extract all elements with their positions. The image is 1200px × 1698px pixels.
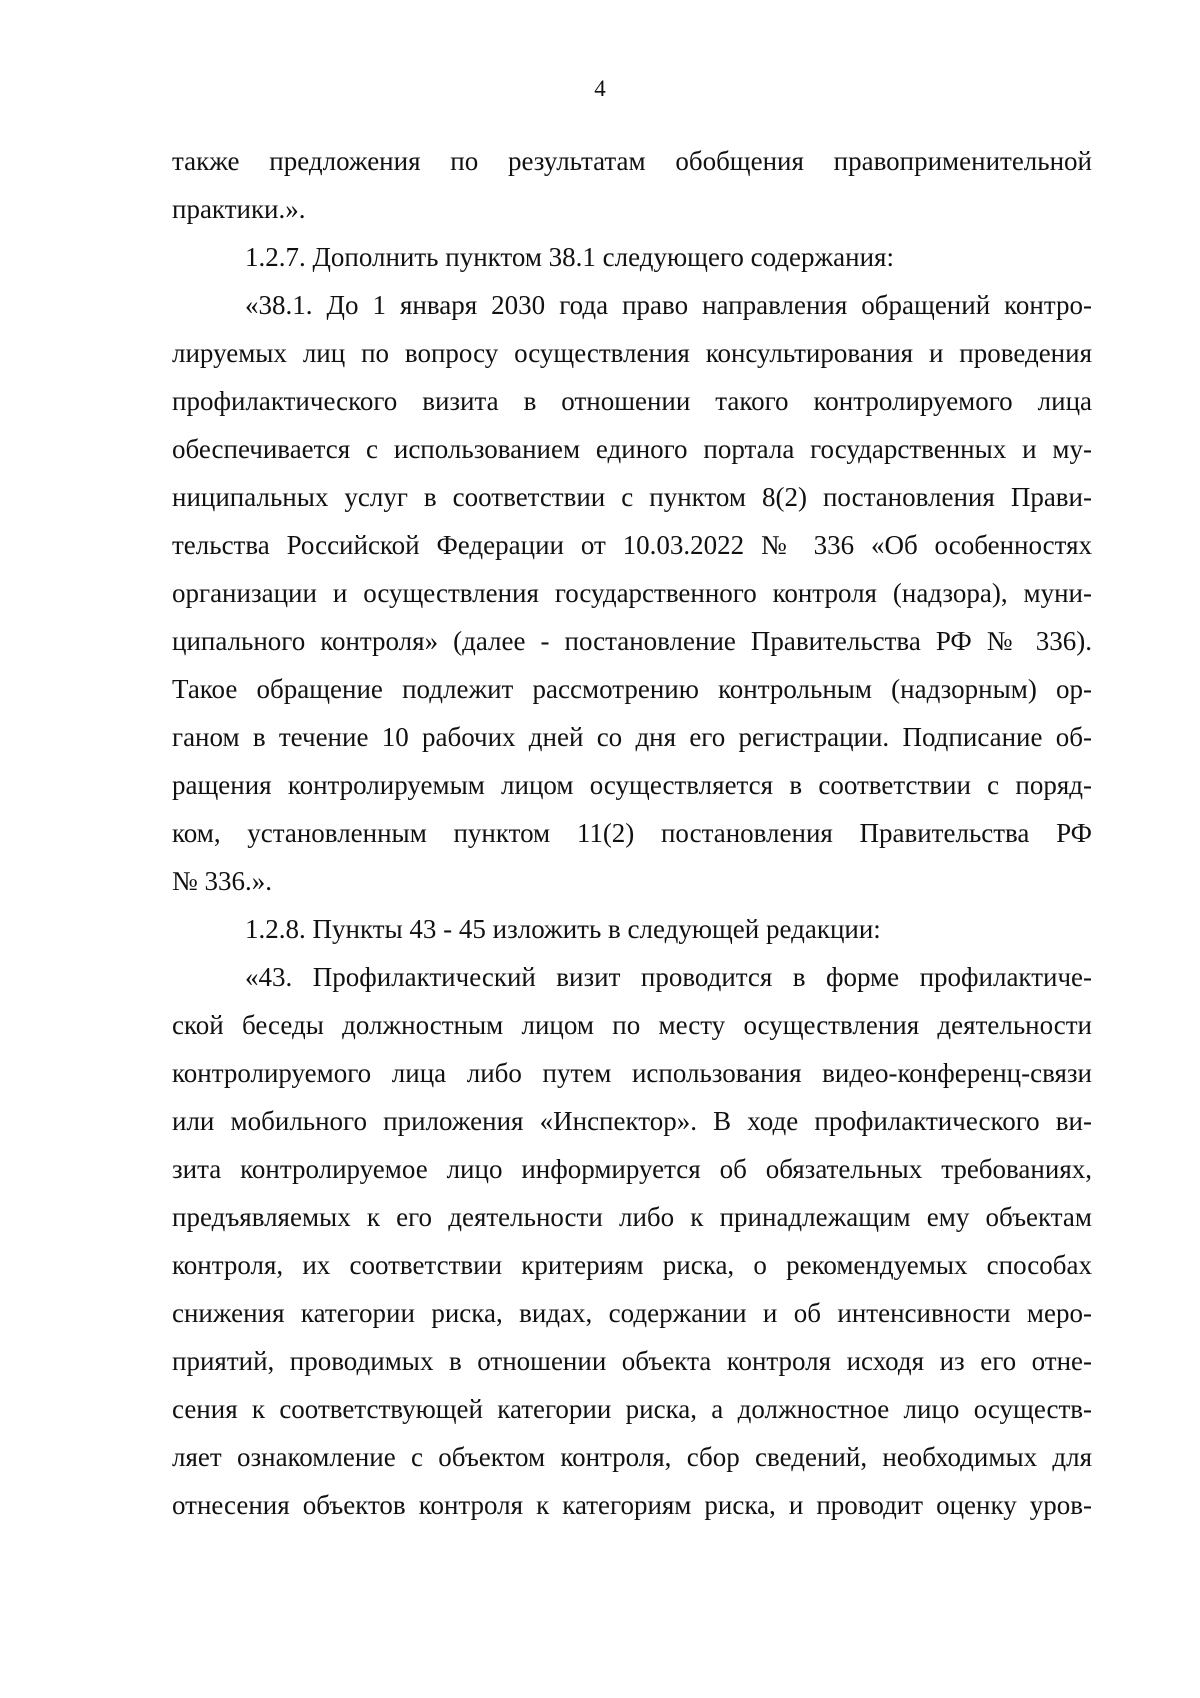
- text-line: «38.1. До 1 января 2030 года право направления обращений контро-: [245, 290, 1092, 320]
- text-line: отнесения объектов контроля к категориям риска, и проводит оценку уров-: [172, 1490, 1092, 1520]
- text-line: 1.2.7. Дополнить пунктом 38.1 следующего содержания:: [245, 242, 894, 272]
- text-line: ком, установленным пунктом 11(2) постановления Правительства РФ: [172, 818, 1092, 848]
- text-line: ской беседы должностным лицом по месту осуществления деятельности: [172, 1010, 1092, 1040]
- text-line: контролируемого лица либо путем использования видео-конференц-связи: [172, 1058, 1092, 1088]
- page-number: 4: [594, 76, 606, 101]
- text-line: лируемых лиц по вопросу осуществления консультирования и проведения: [172, 338, 1092, 368]
- text-line: организации и осуществления государственного контроля (надзора), муни-: [172, 578, 1092, 608]
- text-line: зита контролируемое лицо информируется об обязательных требованиях,: [172, 1154, 1092, 1184]
- text-line: № 336.».: [172, 866, 273, 896]
- document-body: [172, 137, 1092, 1529]
- text-line: также предложения по результатам обобщения правоприменительной: [172, 146, 1092, 176]
- text-line: 1.2.8. Пункты 43 - 45 изложить в следующей редакции:: [245, 914, 881, 944]
- text-line: сения к соответствующей категории риска, а должностное лицо осуществ-: [172, 1394, 1092, 1424]
- text-line: практики.».: [172, 194, 306, 224]
- text-line: ципального контроля» (далее - постановление Правительства РФ № 336).: [172, 626, 1092, 656]
- text-line: ганом в течение 10 рабочих дней со дня его регистрации. Подписание об-: [172, 722, 1092, 752]
- text-line: ращения контролируемым лицом осуществляется в соответствии с поряд-: [172, 770, 1092, 800]
- text-line: профилактического визита в отношении такого контролируемого лица: [172, 386, 1092, 416]
- text-line: приятий, проводимых в отношении объекта контроля исходя из его отне-: [172, 1346, 1092, 1376]
- text-line: «43. Профилактический визит проводится в форме профилактиче-: [245, 962, 1092, 992]
- text-line: ниципальных услуг в соответствии с пунктом 8(2) постановления Прави-: [172, 482, 1092, 512]
- text-line: контроля, их соответствии критериям риска, о рекомендуемых способах: [172, 1250, 1092, 1280]
- text-line: обеспечивается с использованием единого портала государственных и му-: [172, 434, 1092, 464]
- text-line: предъявляемых к его деятельности либо к принадлежащим ему объектам: [172, 1202, 1092, 1232]
- text-line: Такое обращение подлежит рассмотрению контрольным (надзорным) ор-: [172, 674, 1092, 704]
- text-line: снижения категории риска, видах, содержании и об интенсивности меро-: [172, 1298, 1092, 1328]
- text-line: или мобильного приложения «Инспектор». В ходе профилактического ви-: [172, 1106, 1092, 1136]
- text-line: ляет ознакомление с объектом контроля, сбор сведений, необходимых для: [172, 1442, 1092, 1472]
- text-line: тельства Российской Федерации от 10.03.2022 № 336 «Об особенностях: [172, 530, 1092, 560]
